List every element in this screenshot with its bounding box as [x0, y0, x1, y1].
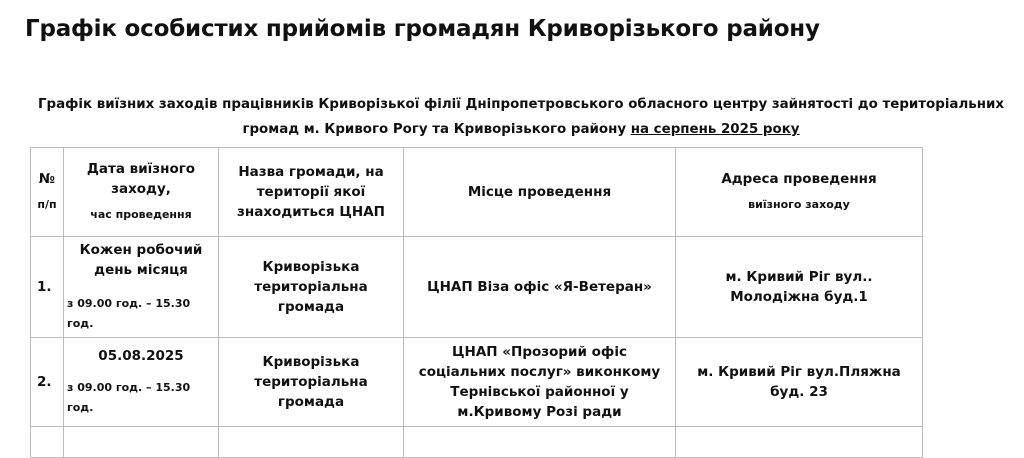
- row-date: Кожен робочий день місяця: [79, 242, 203, 278]
- subtitle-text: Графік виїзних заходів працівників Криворізької філії Дніпропетровського обласного центру зайнятості до територіальних громад м. Кривого Рогу та Криворізького району: [37, 97, 1005, 137]
- row-number: 2.: [31, 338, 64, 427]
- header-community-text: Назва громади, на території якої знаходиться ЦНАП: [237, 164, 385, 220]
- row-place: ЦНАП «Прозорий офіс соціальних послуг» виконкому Тернівської районної у м.Кривому Розі ради: [404, 338, 676, 427]
- header-date-sub: час проведення: [90, 208, 192, 221]
- subtitle-period: на серпень 2025 року: [630, 122, 800, 137]
- header-number-sub: п/п: [37, 198, 57, 211]
- row-place: ЦНАП Віза офіс «Я-Ветеран»: [404, 237, 676, 338]
- row-time: з 09.00 год. – 15.30 год.: [67, 381, 191, 414]
- partial-cell: [676, 427, 923, 458]
- header-community: [219, 148, 404, 237]
- partial-cell: [404, 427, 676, 458]
- header-number: [31, 148, 64, 237]
- header-address-sub: виїзного заходу: [748, 198, 850, 211]
- partial-cell: [219, 427, 404, 458]
- partial-cell: [64, 427, 219, 458]
- header-date-main: Дата виїзного заходу,: [86, 161, 196, 197]
- schedule-subtitle: [18, 92, 1024, 142]
- header-place-text: Місце проведення: [467, 184, 612, 200]
- page-title: Графік особистих прийомів громадян Криворізького району: [25, 16, 820, 42]
- table-row: [31, 338, 923, 427]
- row-time: з 09.00 год. – 15.30 год.: [67, 297, 191, 330]
- row-address: м. Кривий Ріг вул.. Молодіжна буд.1: [676, 237, 923, 338]
- header-number-symbol: №: [38, 171, 56, 187]
- table-header-row: [31, 148, 923, 237]
- header-place: [404, 148, 676, 237]
- table-row: [31, 237, 923, 338]
- row-date-cell: [64, 338, 219, 427]
- partial-cell: [31, 427, 64, 458]
- row-address: м. Кривий Ріг вул.Пляжна буд. 23: [676, 338, 923, 427]
- schedule-table: [30, 147, 923, 458]
- header-date: [64, 148, 219, 237]
- row-date: 05.08.2025: [98, 348, 184, 364]
- row-number: 1.: [31, 237, 64, 338]
- row-date-cell: [64, 237, 219, 338]
- table-row-partial: [31, 427, 923, 458]
- header-address-main: Адреса проведення: [721, 171, 877, 187]
- row-community: Криворізька територіальна громада: [219, 237, 404, 338]
- header-address: [676, 148, 923, 237]
- row-community: Криворізька територіальна громада: [219, 338, 404, 427]
